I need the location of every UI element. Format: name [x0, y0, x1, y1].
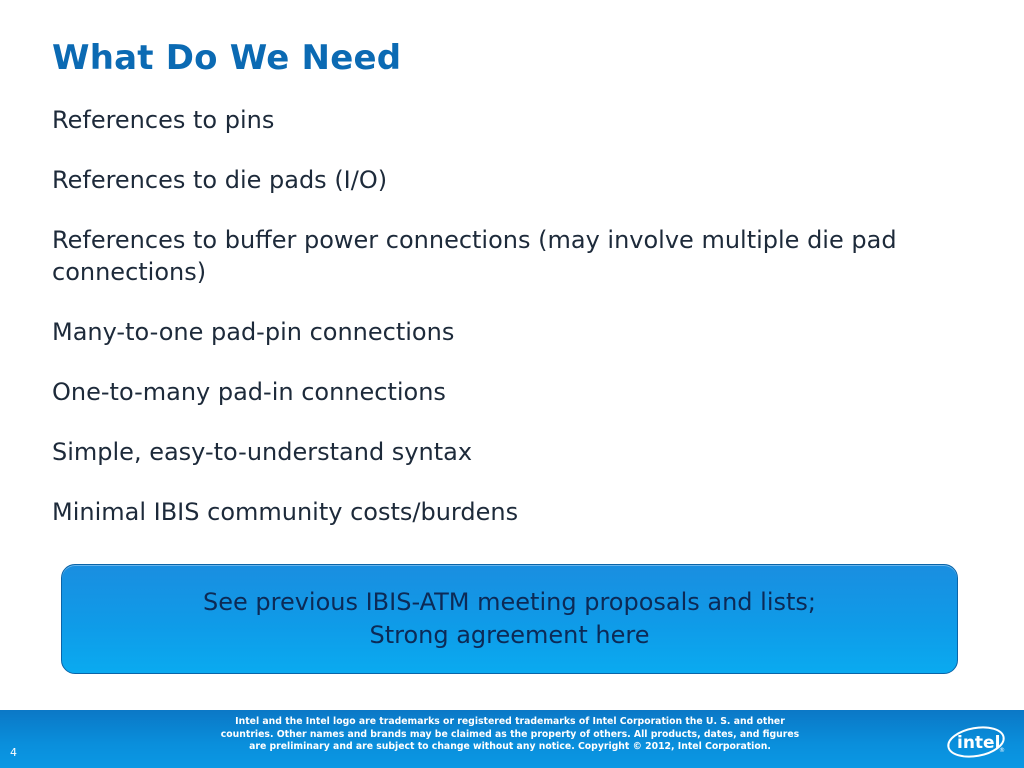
callout-text-line1: See previous IBIS-ATM meeting proposals and lists; [202, 588, 817, 616]
intel-logo-wordmark: intel [957, 733, 1001, 753]
callout-text-line2: Strong agreement here [369, 621, 650, 649]
slide-title: What Do We Need [52, 38, 402, 78]
intel-logo [946, 722, 1010, 760]
intel-logo-registered-mark: ® [999, 747, 1005, 754]
bullet-item: Many-to-one pad-pin connections [52, 318, 455, 346]
bullet-item: One-to-many pad-in connections [52, 378, 446, 406]
bullet-item: References to pins [52, 106, 275, 134]
bullet-item: References to die pads (I/O) [52, 166, 388, 194]
footer-bar [0, 710, 1024, 768]
bullet-item: References to buffer power connections (may involve multiple die pad connections) [52, 226, 897, 286]
legal-line: Intel and the Intel logo are trademarks or registered trademarks of Intel Corporation the U. S. and other [235, 716, 785, 727]
legal-line: are preliminary and are subject to change without any notice. Copyright © 2012, Intel Corporation. [249, 741, 771, 752]
callout-box [61, 564, 958, 674]
page-number: 4 [10, 746, 17, 759]
legal-line: countries. Other names and brands may be claimed as the property of others. All products, dates, and figures [220, 728, 800, 740]
bullet-item: Simple, easy-to-understand syntax [52, 438, 473, 466]
bullet-item: Minimal IBIS community costs/burdens [52, 498, 519, 526]
bullet-list [52, 104, 972, 556]
legal-notice [180, 716, 840, 754]
